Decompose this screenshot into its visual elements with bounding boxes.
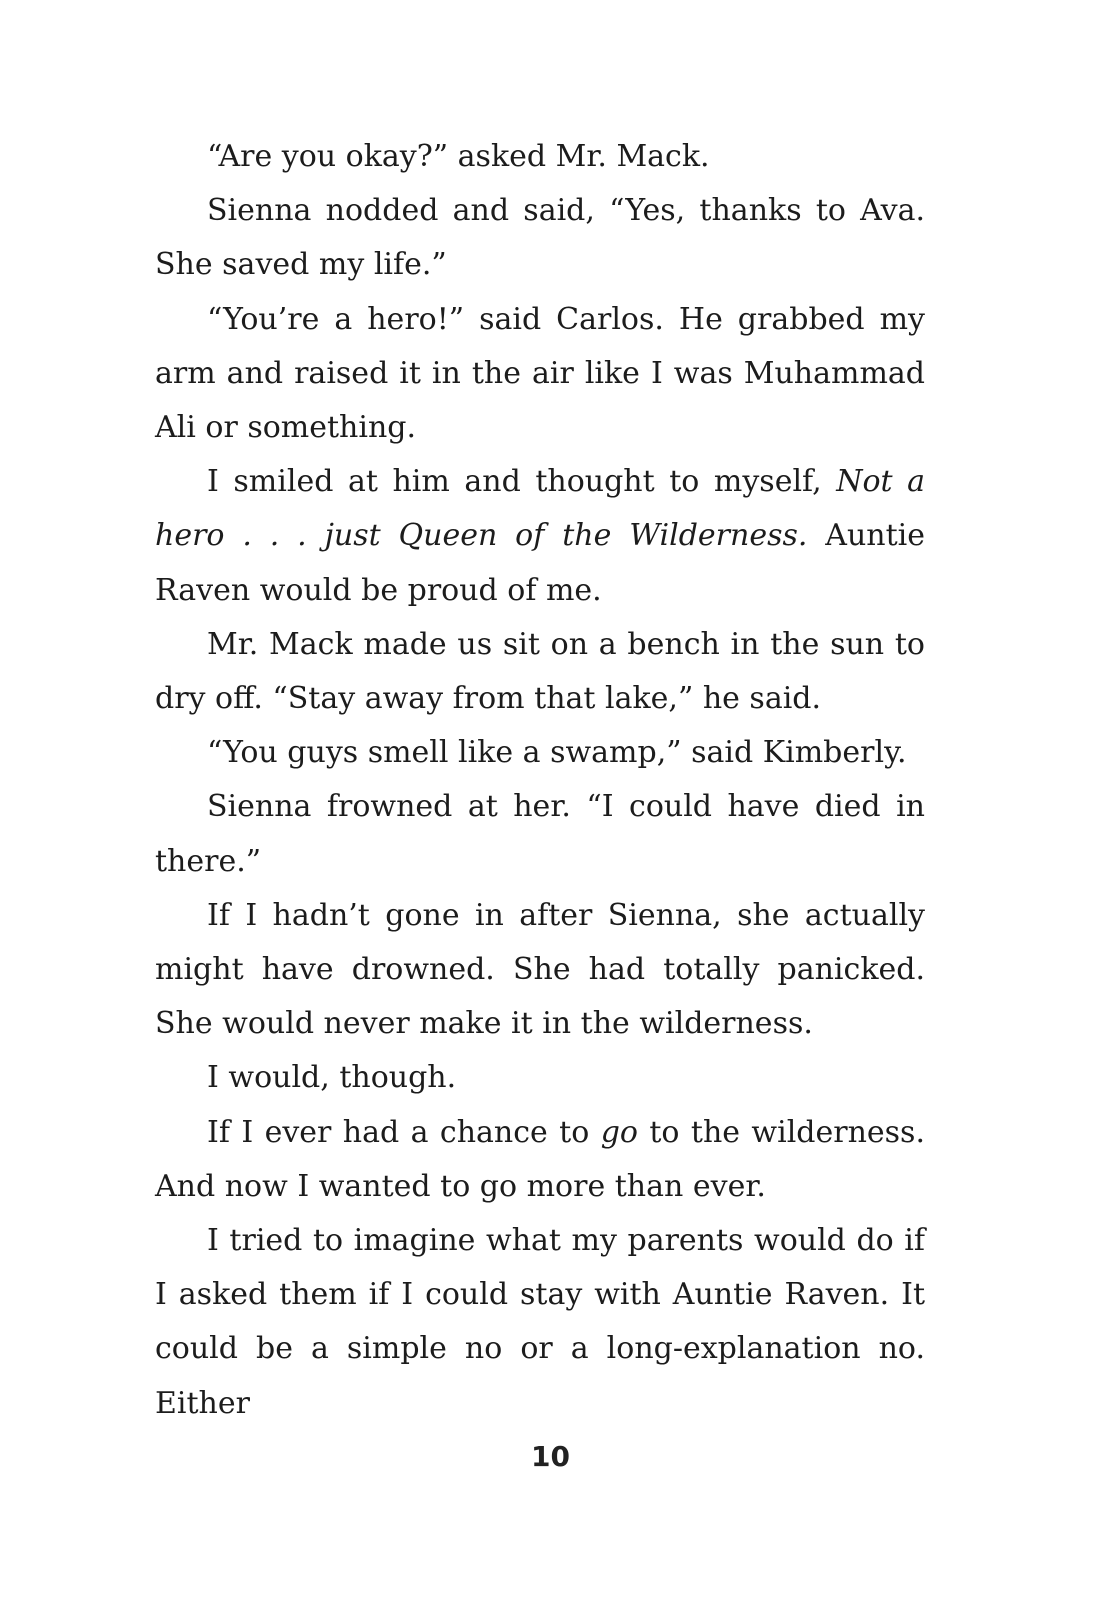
paragraph-text: “You’re a hero!” said Carlos. He grabbed my arm and raised it in the air like I was Muhammad Ali or something. (155, 301, 925, 446)
paragraph-text: “You guys smell like a swamp,” said Kimberly. (207, 735, 907, 771)
italic-text: Not a hero . . . just Queen of the Wilderness. (155, 464, 925, 554)
paragraph-text: I tried to imagine what my parents would do if I asked them if I could stay with Auntie Raven. It could be a simple no or a long-explanation no. Either (155, 1223, 925, 1421)
paragraph (155, 1214, 925, 1431)
paragraph (155, 293, 925, 456)
paragraph-text: Sienna nodded and said, “Yes, thanks to Ava. She saved my life.” (155, 193, 925, 283)
paragraph-text: If I hadn’t gone in after Sienna, she actually might have drowned. She had totally panicked. She would never make it in the wilderness. (155, 897, 925, 1042)
paragraph-text: “Are you okay?” asked Mr. Mack. (207, 139, 710, 174)
paragraph (155, 618, 925, 726)
paragraph-text: If I ever had a chance to (207, 1114, 601, 1150)
italic-text: go (600, 1114, 638, 1150)
paragraph-text: to the wilderness. And now I wanted to go more than ever. (155, 1114, 925, 1204)
body-text (155, 130, 925, 1431)
paragraph (155, 1051, 925, 1105)
paragraph (155, 780, 925, 888)
page-number: 10 (531, 1440, 570, 1473)
paragraph (155, 455, 925, 618)
paragraph (155, 889, 925, 1052)
paragraph-text: I would, though. (207, 1060, 457, 1096)
paragraph-text: Mr. Mack made us sit on a bench in the sun to dry off. “Stay away from that lake,” he said. (155, 626, 925, 717)
paragraph (155, 726, 925, 780)
paragraph-text: Sienna frowned at her. “I could have died in there.” (155, 789, 925, 879)
paragraph-text: Auntie Raven would be proud of me. (155, 518, 925, 608)
paragraph-text: I smiled at him and thought to myself, (207, 464, 837, 500)
paragraph (155, 130, 925, 184)
paragraph (155, 184, 925, 292)
paragraph (155, 1106, 925, 1214)
